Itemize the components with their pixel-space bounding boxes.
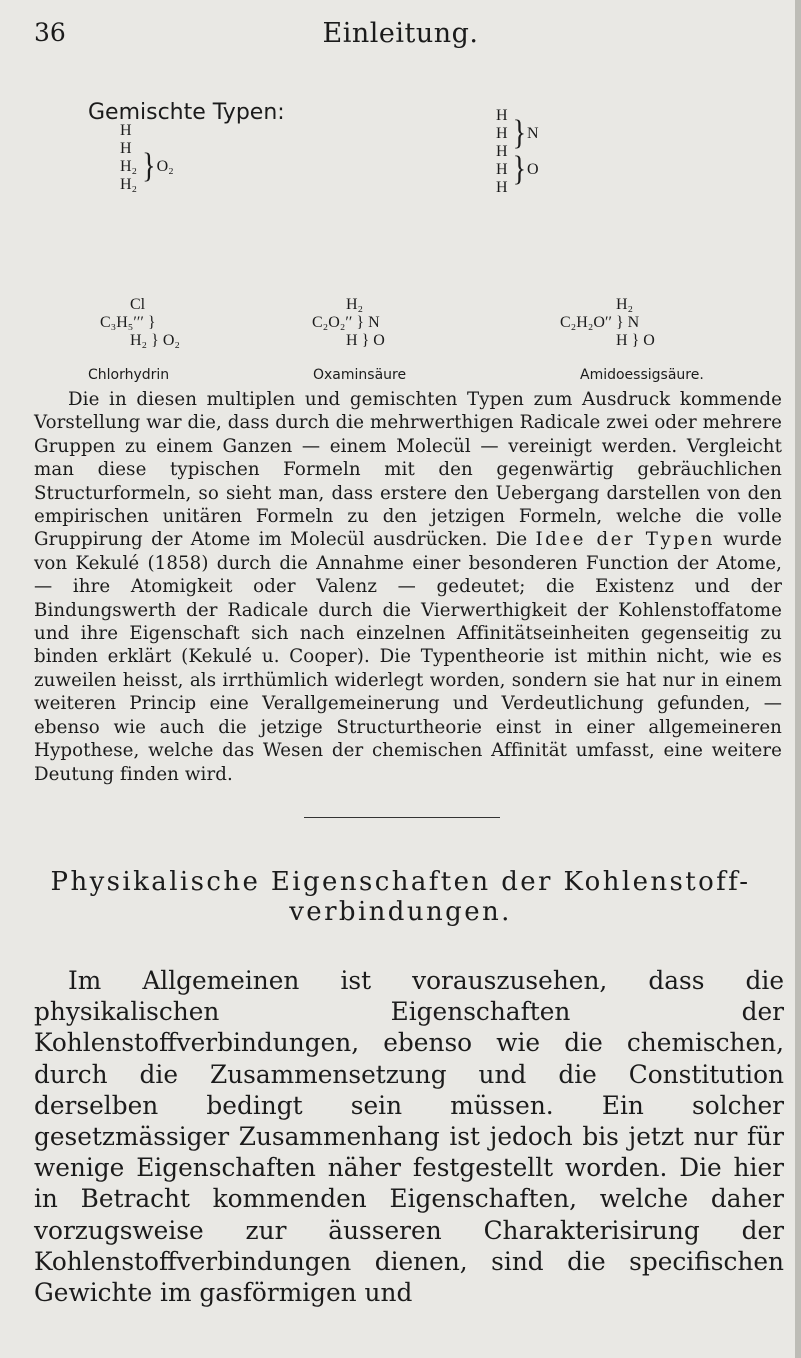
formula-line: C₂O₂′′ } N: [312, 314, 380, 331]
section-divider: [304, 817, 500, 818]
formula-line: H } O: [346, 332, 385, 349]
paragraph-typentheorie: [34, 388, 782, 786]
paragraph-text: Im Allgemeinen ist vorauszusehen, dass die physikalischen Eigenschaften der Kohlenstoffverbindungen, ebenso wie die chemischen, durch die Zusammensetzung und die Constitution derselben bedingt sein müssen. Ein solcher gesetzmässiger Zusammenhang ist jedoch bis jetzt nur für wenige Eigenschaften näher festgestellt worden. Die hier in Betracht kommenden Eigenschaften, welche daher vorzugsweise zur äusseren Charakterisirung der Kohlenstoffverbindungen dienen, sind die specifischen Gewichte im gasförmigen und: [34, 966, 784, 1308]
formula-line: H }O: [496, 150, 539, 189]
formula-line: H₂: [120, 176, 138, 193]
section-title-line: Physikalische Eigenschaften der Kohlenstoff-: [50, 867, 751, 897]
formula-amidoessigsaeure: [560, 296, 655, 350]
formula-line: H₂ } O₂: [130, 332, 180, 349]
page-number: 36: [34, 18, 66, 47]
running-title: Einleitung.: [322, 18, 479, 49]
formula-right-top: [496, 107, 539, 197]
formula-line: H₂: [616, 296, 634, 313]
formula-line: H: [120, 140, 132, 157]
paragraph-text: wurde von Kekulé (1858) durch die Annahme einer besonderen Function der Atome, — ihre Atomigkeit oder Valenz — gedeutet; die Existenz und der Bindungswerth der Radicale durch die Vierwerthigkeit der Kohlenstoffatome und ihre Eigenschaft sich nach einzelnen Affinitätseinheiten gegenseitig zu binden erklärt (Kekulé u. Cooper). Die Typentheorie ist mithin nicht, wie es zuweilen heisst, als irrthümlich widerlegt worden, sondern sie hat nur in einem weiteren Princip eine Verallgemeinerung und Verdeutlichung gefunden, — ebenso wie auch die jetzige Structurtheorie einst in einer allgemeineren Hypothese, welche das Wesen der chemischen Affinität umfasst, eine weitere Deutung finden wird.: [34, 529, 782, 785]
subheading: Gemischte Typen:: [88, 100, 285, 125]
formula-line: H: [120, 122, 132, 139]
formula-line: H }N: [496, 114, 539, 153]
spaced-emphasis: Idee der Typen: [535, 529, 715, 551]
paragraph-physikalische: [34, 965, 784, 1308]
formula-line: H } O: [616, 332, 655, 349]
formula-line: Cl: [130, 296, 146, 313]
caption-amidoessigsaeure: Amidoessigsäure.: [580, 367, 704, 383]
page-edge: [795, 0, 801, 1358]
caption-oxaminsaeure: Oxaminsäure: [313, 367, 407, 383]
section-title: [0, 867, 801, 927]
formula-line: H₂: [346, 296, 364, 313]
formula-oxaminsaeure: [312, 296, 385, 350]
formula-line: H: [496, 107, 508, 124]
formula-chlorhydrin: [100, 296, 180, 350]
formula-line: H: [496, 179, 508, 196]
page-header: [0, 18, 801, 58]
formula-line: H₂ }O₂: [120, 147, 174, 186]
section-title-line: verbindungen.: [289, 897, 512, 927]
formula-line: H: [496, 143, 508, 160]
caption-chlorhydrin: Chlorhydrin: [88, 367, 170, 383]
formula-left-top: [120, 122, 174, 194]
formula-line: C₃H₅′′′ }: [100, 314, 156, 331]
formula-line: C₂H₂O′′ } N: [560, 314, 640, 331]
paragraph-text: Die in diesen multiplen und gemischten Typen zum Ausdruck kommende Vorstellung war die, dass durch die mehrwerthigen Radicale zwei oder mehrere Gruppen zu einem Ganzen — einem Molecül — vereinigt werden. Vergleicht man diese typischen Formeln mit den gegenwärtig gebräuchlichen Structurformeln, so sieht man, dass erstere den Uebergang darstellen von den empirischen unitären Formeln zu den jetzigen Formeln, welche die volle Gruppirung der Atome im Molecül ausdrücken. Die: [34, 389, 782, 551]
